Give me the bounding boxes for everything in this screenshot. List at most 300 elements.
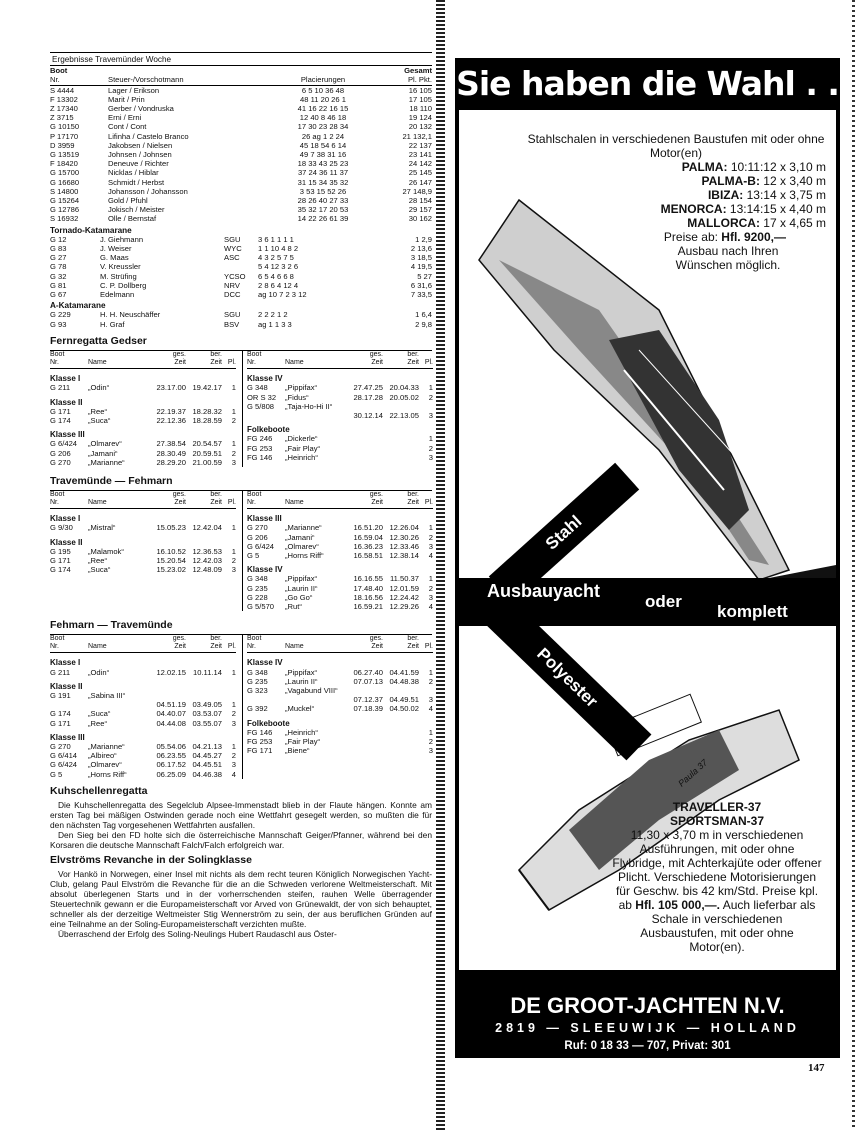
header-cell: Boot — [247, 635, 262, 643]
kat-row — [50, 235, 432, 244]
cell: G 206 — [247, 532, 268, 542]
spec-dims: 10:11:12 x 3,10 m — [730, 160, 826, 174]
cell: „Marianne“ — [88, 741, 125, 751]
header-cell: Nr. — [50, 499, 59, 507]
page-edge — [852, 0, 855, 1130]
cell: 2 — [231, 709, 236, 719]
table-header — [50, 635, 236, 653]
price-label: Preise ab: — [663, 230, 718, 244]
cell: 28.29.20 — [156, 457, 186, 467]
table-row — [247, 551, 433, 560]
cell: FG 246 — [247, 434, 273, 444]
result-row — [50, 132, 432, 141]
table-row — [247, 453, 433, 462]
header-cell: Zeit — [371, 499, 383, 507]
header-cell: Nr. — [50, 643, 59, 651]
result-row — [50, 104, 432, 113]
table-row — [247, 668, 433, 677]
kat-row — [50, 320, 432, 329]
spec-dims: 12 x 3,40 m — [763, 174, 826, 188]
boat-id: F 13302 — [50, 94, 78, 104]
header-row — [247, 359, 433, 367]
spec-dims: 13:14:15 x 4,40 m — [729, 202, 826, 216]
boat-id: P 17170 — [50, 131, 79, 141]
cell: „Albireo“ — [88, 751, 117, 761]
cell: 2 — [428, 676, 433, 686]
cell: G 5 — [247, 550, 260, 560]
helm-name: Edelmann — [100, 290, 135, 300]
header-cell: ges. — [369, 635, 383, 643]
cell: „Malamok“ — [88, 546, 124, 556]
ft-results — [50, 634, 432, 778]
cell — [383, 746, 419, 755]
cell: 3 — [428, 695, 433, 705]
cell: 07.18.39 — [353, 704, 383, 714]
cell: 2 — [231, 415, 236, 425]
cell: 12.29.26 — [389, 601, 419, 611]
table-row — [247, 393, 433, 402]
cell: G 270 — [50, 457, 71, 467]
result-row — [50, 141, 432, 150]
header-row — [247, 351, 433, 359]
kat-row — [50, 290, 432, 299]
cell: „Jamani“ — [88, 448, 118, 458]
desc-text: 11,30 x 3,70 m in verschiedenen Ausführungen, mit oder ohne Flybridge, mit Achterkajüte oder offener Plicht. Verschiedene Motorisierungen für Geschw. bis 42 km/Std. Preise kpl. ab — [612, 828, 822, 912]
gedser-results — [50, 350, 432, 467]
table-row — [50, 691, 236, 700]
boat-id: S 16932 — [50, 214, 79, 224]
total: 23 141 — [408, 150, 432, 160]
cell: „Olmarev“ — [88, 439, 122, 449]
spec-line — [526, 188, 826, 202]
placings: 37 24 36 11 37 — [297, 168, 349, 178]
header-cell: Zeit — [210, 359, 222, 367]
cell: „Horns Riff“ — [285, 550, 324, 560]
result-row — [50, 159, 432, 168]
cell: „Go Go“ — [285, 592, 313, 602]
total: 1 2,9 — [415, 234, 432, 244]
cell: 3 — [428, 592, 433, 602]
boat-id: S 14800 — [50, 186, 79, 196]
crew-name: Jakobsen / Nielsen — [108, 140, 173, 150]
polyester-description — [612, 800, 822, 954]
cell — [349, 402, 383, 411]
table-row — [50, 523, 236, 532]
header-cell: Zeit — [407, 643, 419, 651]
cell: 2 — [231, 555, 236, 565]
results-header-1 — [50, 66, 432, 75]
company-name: DE GROOT-JACHTEN N.V. — [510, 993, 785, 1018]
cell — [186, 691, 222, 700]
cell: „Muckel“ — [285, 704, 315, 714]
header-labels — [247, 635, 433, 651]
header-cell: Pl. — [227, 499, 236, 507]
cell — [349, 728, 383, 737]
cell: „Fair Play“ — [285, 443, 321, 453]
helm-name: G. Maas — [100, 253, 129, 263]
cell: G 174 — [50, 709, 71, 719]
cell: 06.17.52 — [156, 760, 186, 770]
cell: G 228 — [247, 592, 268, 602]
tornado-table — [50, 235, 432, 299]
placings: 28 26 40 27 33 — [297, 196, 349, 206]
table-row — [247, 704, 433, 713]
advertisement — [455, 58, 840, 1058]
cell: „Odin“ — [88, 667, 110, 677]
kat-row — [50, 272, 432, 281]
boat-id: G 229 — [50, 310, 71, 320]
total: 21 132,1 — [402, 131, 432, 141]
cell — [383, 434, 419, 443]
cell: 20.04.33 — [389, 383, 419, 393]
boat-id: G 12 — [50, 234, 67, 244]
cell: „Rut“ — [285, 601, 302, 611]
cell: G 392 — [247, 704, 268, 714]
cell: 3 — [231, 565, 236, 575]
total: 5 27 — [417, 271, 432, 281]
cell: 12.30.26 — [389, 532, 419, 542]
header-placierungen: Placierungen — [300, 75, 346, 85]
result-row — [50, 86, 432, 95]
cell: 03.53.07 — [192, 709, 222, 719]
boat-id: G 81 — [50, 280, 67, 290]
table-row — [247, 523, 433, 532]
cell: G 5 — [50, 769, 63, 779]
header-cell — [419, 635, 433, 643]
header-cell: Nr. — [247, 359, 256, 367]
spec-list — [526, 160, 826, 230]
crew-name: Jokisch / Meister — [108, 205, 165, 215]
cell: FG 146 — [247, 727, 273, 737]
helm-name: J. Weiser — [100, 244, 132, 254]
class-heading: Klasse I — [50, 514, 81, 524]
total: 18 110 — [409, 104, 432, 114]
tornado-title: Tornado-Katamarane — [50, 225, 132, 235]
cell: „Fidus“ — [285, 392, 309, 402]
cell: 16.51.20 — [353, 523, 383, 533]
table-row — [247, 686, 433, 695]
crew-name: Johansson / Johansson — [108, 186, 188, 196]
header-row — [50, 643, 236, 651]
cell: 19.42.17 — [192, 383, 222, 393]
cell: 2 — [428, 736, 433, 746]
cell: 2 — [428, 392, 433, 402]
header-cell: Boot — [50, 635, 65, 643]
cell: „Pippifax“ — [285, 667, 318, 677]
table-row — [247, 411, 433, 420]
placings: 35 32 17 20 53 — [297, 205, 349, 215]
cell: G 270 — [247, 523, 268, 533]
cell: 06.27.40 — [353, 667, 383, 677]
cell: „Ree“ — [88, 555, 107, 565]
table-row — [247, 593, 433, 602]
cell: G 5/808 — [247, 401, 275, 411]
cell: 1 — [428, 574, 433, 584]
header-cell — [285, 351, 349, 359]
header-rule — [50, 52, 432, 53]
cell: 04.41.59 — [389, 667, 419, 677]
cell: 03.55.07 — [192, 718, 222, 728]
cell: „Odin“ — [88, 383, 110, 393]
placings: 12 40 8 46 18 — [299, 113, 347, 123]
placings: 6 5 4 6 6 8 — [258, 271, 294, 281]
results-title: Ergebnisse Travemünder Woche — [52, 55, 172, 64]
result-row — [50, 95, 432, 104]
club: YCSO — [224, 271, 246, 281]
placings: 41 16 22 16 15 — [297, 104, 349, 114]
cell: „Suca“ — [88, 565, 111, 575]
cell: 16.59.21 — [353, 601, 383, 611]
cell: 04.21.13 — [192, 741, 222, 751]
class-heading: Klasse III — [50, 732, 85, 742]
table-row — [50, 770, 236, 779]
table-row — [247, 584, 433, 593]
header-cell: Name — [285, 359, 304, 367]
header-cell: Pl. — [227, 359, 236, 367]
table-row — [247, 737, 433, 746]
table-header — [247, 635, 433, 653]
total: 19 124 — [408, 113, 432, 123]
cell: 28.30.49 — [156, 448, 186, 458]
cell: 16.58.51 — [353, 550, 383, 560]
cell: „Mistral“ — [88, 523, 116, 533]
cell: G 206 — [50, 448, 71, 458]
cell: 2 — [428, 583, 433, 593]
class-heading: Klasse II — [50, 681, 83, 691]
placings: 4 3 2 5 7 5 — [258, 253, 294, 263]
elv-title: Elvströms Revanche in der Solingklasse — [50, 854, 252, 866]
total: 22 137 — [408, 140, 432, 150]
polyester-banner: Polyester — [483, 596, 652, 761]
cell: 20.05.02 — [389, 392, 419, 402]
table-row — [50, 751, 236, 760]
page-number: 147 — [808, 1062, 825, 1074]
cell: 22.13.05 — [389, 410, 419, 420]
akat-title: A-Katamarane — [50, 301, 106, 311]
header-cell: ges. — [172, 635, 186, 643]
boat-id: G 83 — [50, 244, 67, 254]
crew-name: Cont / Cont — [108, 122, 147, 132]
header-cell — [285, 491, 349, 499]
cell: G 171 — [50, 406, 71, 416]
cell: „Taja-Ho-Hi II“ — [285, 401, 333, 411]
placings: 2 8 6 4 12 4 — [258, 280, 299, 290]
total: 16 105 — [408, 85, 432, 95]
gedser-title: Fernregatta Gedser — [50, 334, 147, 347]
cell: „Ree“ — [88, 718, 107, 728]
header-cell: ges. — [172, 491, 186, 499]
placings: 6 5 10 36 48 — [301, 85, 345, 95]
class-heading: Klasse IV — [247, 658, 283, 668]
result-row — [50, 150, 432, 159]
placings: 14 22 26 61 39 — [297, 214, 349, 224]
header-row — [247, 643, 433, 651]
elv-paragraph-2: Überraschend der Erfolg des Soling-Neulings Hubert Raudaschl aus Öster- — [58, 929, 337, 940]
ausbauyacht-label: Ausbauyacht — [487, 581, 601, 601]
cell: 16.59.04 — [353, 532, 383, 542]
cell: 12.26.04 — [389, 523, 419, 533]
crew-name: Lager / Erikson — [108, 85, 160, 95]
cell: 15.20.54 — [156, 555, 186, 565]
cell — [285, 411, 349, 420]
model-sportsman: SPORTSMAN-37 — [669, 814, 764, 828]
results-half — [50, 351, 236, 467]
header-cell: Zeit — [371, 643, 383, 651]
cell — [349, 453, 383, 462]
total: 30 162 — [408, 214, 432, 224]
header-cell: Name — [285, 643, 304, 651]
cell: „Sabina III“ — [88, 690, 126, 700]
header-cell: Pl. — [424, 643, 433, 651]
cell: 4 — [428, 601, 433, 611]
kat-row — [50, 253, 432, 262]
cell: „Suca“ — [88, 709, 111, 719]
cell — [349, 686, 383, 695]
boat-id: Z 3715 — [50, 113, 74, 123]
spec-line — [526, 216, 826, 230]
table-row — [50, 458, 236, 467]
cell: 12.24.42 — [389, 592, 419, 602]
result-row — [50, 187, 432, 196]
cell: 04.51.19 — [156, 700, 186, 710]
header-cell: Name — [88, 499, 107, 507]
cell: G 174 — [50, 565, 71, 575]
crew-name: Gerber / Vondruska — [108, 104, 174, 114]
header-plpkt: Pl. Pkt. — [407, 75, 432, 85]
total: 6 31,6 — [410, 280, 432, 290]
cell: 3 — [428, 746, 433, 756]
price-value: Hfl. 9200,— — [721, 230, 786, 244]
boat-id: G 67 — [50, 290, 67, 300]
table-row — [247, 677, 433, 686]
desc-text-2: Auch lieferbar als Schale in verschiedenen Ausbaustufen, mit oder ohne Motor(en). — [640, 898, 816, 954]
cell: 1 — [231, 523, 236, 533]
header-cell: Pl. — [424, 359, 433, 367]
cell: FG 253 — [247, 736, 273, 746]
boat-id: F 18420 — [50, 159, 78, 169]
results-half — [242, 491, 433, 611]
header-cell: Pl. — [424, 499, 433, 507]
table-row — [50, 742, 236, 751]
cell: „Olmarev“ — [88, 760, 122, 770]
total: 4 19,5 — [410, 262, 432, 272]
cell: 23.17.00 — [156, 383, 186, 393]
cell: „Heinrich“ — [285, 452, 318, 462]
placings: 49 7 38 31 16 — [299, 150, 347, 160]
results-column — [50, 52, 432, 939]
cell: G 9/30 — [50, 523, 73, 533]
result-row — [50, 122, 432, 131]
cell: 1 — [231, 667, 236, 677]
header-cell: ber. — [407, 351, 419, 359]
cell: 2 — [231, 751, 236, 761]
table-row — [50, 547, 236, 556]
class-heading: Klasse IV — [247, 565, 283, 575]
cell: „Dickerle“ — [285, 434, 318, 444]
cell: 12.38.14 — [389, 550, 419, 560]
kat-row — [50, 262, 432, 271]
total: 25 145 — [408, 168, 432, 178]
header-row — [50, 351, 236, 359]
spec-model: PALMA: — [681, 160, 728, 174]
cell: 1 — [231, 546, 236, 556]
table-row — [247, 695, 433, 704]
cell: 1 — [428, 727, 433, 737]
cell: „Pippifax“ — [285, 574, 318, 584]
cell: G 323 — [247, 685, 268, 695]
header-cell — [222, 351, 236, 359]
cell: 1 — [231, 406, 236, 416]
cell — [152, 691, 186, 700]
cell: 22.12.36 — [156, 415, 186, 425]
header-steuer: Steuer-/Vorschotmann — [108, 75, 184, 85]
header-cell: Zeit — [371, 359, 383, 367]
table-row — [50, 416, 236, 425]
cell — [247, 695, 285, 704]
cell: 1 — [231, 741, 236, 751]
page-gutter — [436, 0, 445, 1130]
header-labels — [50, 491, 236, 507]
cell: G 195 — [50, 546, 71, 556]
cell: 3 — [428, 410, 433, 420]
placings: ag 10 7 2 3 12 — [258, 290, 307, 300]
cell: FG 171 — [247, 746, 273, 756]
helm-name: M. Strüfing — [100, 271, 137, 281]
header-cell — [222, 491, 236, 499]
header-labels — [50, 635, 236, 651]
header-cell — [419, 351, 433, 359]
spec-line — [526, 160, 826, 174]
class-heading: Klasse I — [50, 374, 81, 384]
placings: 31 15 34 35 32 — [297, 177, 349, 187]
cell: 1 — [231, 700, 236, 710]
header-cell: Name — [285, 499, 304, 507]
header-boot: Boot — [50, 66, 68, 76]
total: 2 13,6 — [410, 244, 432, 254]
boat-id: G 12786 — [50, 205, 80, 215]
spec-model: PALMA-B: — [701, 174, 760, 188]
table-header — [50, 351, 236, 369]
helm-name: J. Giehmann — [100, 234, 144, 244]
class-heading: Folkeboote — [247, 425, 290, 435]
header-cell: Name — [88, 643, 107, 651]
result-row — [50, 178, 432, 187]
cell: 21.00.59 — [192, 457, 222, 467]
cell: „Horns Riff“ — [88, 769, 127, 779]
boat-id: Z 17340 — [50, 104, 78, 114]
kat-row — [50, 244, 432, 253]
table-row — [50, 668, 236, 677]
placings: 3 53 15 52 26 — [299, 186, 347, 196]
cell: „Pippifax“ — [285, 383, 318, 393]
cell: G 174 — [50, 415, 71, 425]
table-row — [247, 402, 433, 411]
total: 20 132 — [408, 122, 432, 132]
cell: „Vagabund VIII“ — [285, 685, 338, 695]
cell: „Fair Play“ — [285, 736, 321, 746]
cell — [222, 691, 236, 700]
boat-id: G 32 — [50, 271, 67, 281]
header-cell: Nr. — [247, 499, 256, 507]
header-row — [50, 499, 236, 507]
cell: „Marianne“ — [285, 523, 322, 533]
placings: 18 33 43 25 23 — [297, 159, 349, 169]
placings: 5 4 12 3 2 6 — [258, 262, 299, 272]
boat-id: G 16680 — [50, 177, 80, 187]
total: 29 157 — [408, 205, 432, 215]
header-cell: ges. — [369, 351, 383, 359]
header-cell — [88, 635, 152, 643]
